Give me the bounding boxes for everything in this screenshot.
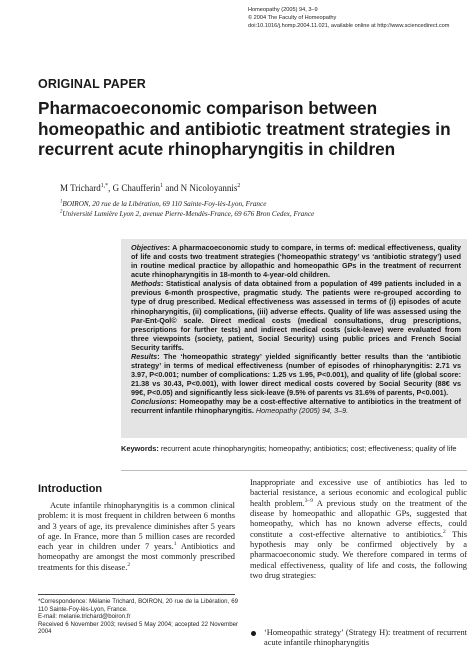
reference-marker[interactable]: 3–9 [304, 497, 313, 504]
abstract-text: : Homeopathy may be a cost-effective alternative to antibiotics in the treatment of recurrent infantile rhinopharyngitis. [131, 397, 461, 416]
body-text: A previous study on the treatment of the disease by homeopathic and allopathic GPs, suggested that homeopathy, which has no known adverse effects, could constitute a cost-effective alternative to antibiotics. [250, 498, 467, 539]
affiliation-line [60, 210, 314, 220]
affiliation-number: 2 [60, 209, 63, 215]
abstract-text: : The ‘homeopathic strategy’ yielded significantly better results than the ‘antibiotic strategy’ in terms of medical effectiveness (number of episodes of rhinopharyngitis: 2.71 vs 3.97, P<0.001; number of complications: 1.25 vs 1.95, P<0.001), and quality of life (global score: 21.38 vs 30.43, P<0.001), with lower direct medical costs covered by Social Security (88€ vs 99€, P<0.05) and significantly less sick-leave (9.5% of parents vs 31.6% of parents, P<0.001). [131, 351, 461, 398]
reference-marker[interactable]: 2 [127, 561, 131, 568]
author-superscript: 2 [237, 183, 241, 189]
introduction-heading: Introduction [38, 483, 103, 495]
abstract-conclusions [131, 397, 461, 415]
author-name: G Chaufferin [112, 183, 161, 193]
email-note[interactable]: E-mail: melanie.trichard@boiron.fr [38, 613, 131, 620]
journal-header [248, 6, 470, 30]
abstract-methods [131, 279, 461, 352]
affiliations [60, 200, 314, 220]
abstract-label: Results [131, 351, 158, 361]
correspondence-note: *Correspondence: Mélanie Trichard, BOIRON, 20 rue de la Libération, 69 110 Sainte-Foy-lès-Lyon, France. [38, 598, 238, 613]
author-superscript: 1 [160, 183, 164, 189]
bullet-text: ‘Homeopathic strategy’ (Strategy H): treatment of recurrent acute infantile rhinopharyngitis [264, 628, 467, 648]
dates-note: Received 6 November 2003; revised 5 May 2004; accepted 22 November 2004 [38, 620, 238, 635]
doi-line[interactable]: doi:10.1016/j.homp.2004.11.021, available online at http://www.sciencedirect.com [248, 23, 450, 29]
author-separator: and [163, 183, 181, 193]
body-text: Acute infantile rhinopharyngitis is a common clinical problem: it is most frequent in children between 6 months and 3 years of age, its prevalence diminishes after 5 years of age. In France, more than 5 million cases are recorded each year in children under 7 years. [38, 501, 235, 552]
reference-marker[interactable]: 2 [443, 528, 446, 535]
bullet-icon [251, 631, 256, 636]
section-label: ORIGINAL PAPER [38, 77, 146, 91]
footnotes [38, 598, 238, 636]
keywords-label: Keywords: [121, 444, 159, 453]
affiliation-text: Université Lumière Lyon 2, avenue Pierre-Mendès-France, 69 676 Bron Cedex, France [62, 209, 315, 218]
reference-marker[interactable]: 1 [173, 541, 177, 548]
abstract-box [121, 239, 467, 438]
body-text: This hypothesis may only be confirmed objectively by a pharmacoeconomic study. We therefore compared in terms of medical effectiveness, quality of life and costs, the following two drug strategies: [250, 529, 467, 581]
body-text: Inappropriate and excessive use of antibiotics has led to bacterial resistance, a serious economic and ecological public health problem. [250, 478, 467, 508]
right-column-text [250, 478, 467, 581]
keywords [121, 444, 467, 455]
affiliation-number: 1 [60, 199, 63, 205]
affiliation-text: BOIRON, 20 rue de la Libération, 69 110 Sainte-Foy-lès-Lyon, France [62, 200, 267, 208]
abstract-label: Methods [131, 279, 161, 289]
abstract-results [131, 352, 461, 397]
journal-citation-line: Homeopathy (2005) 94, 3–9 [248, 7, 318, 13]
abstract-text: : A pharmacoeconomic study to compare, in terms of: medical effectiveness, quality of life and costs two treatment strategies (‘homeopathic strategy’ vs ‘antibiotic strategy’) used in routine medical practice by allopathic and homeopathic GPs in the treatment of recurrent acute rhinopharyngitis in 18-month to 4-year-old children. [131, 243, 461, 280]
body-text: Antibiotics and homeopathy are amongst the most commonly prescribed treatments for this disease. [38, 542, 235, 572]
author-separator: , [108, 183, 113, 193]
author-superscript: 1,* [100, 183, 109, 189]
strategy-bullet-item [250, 628, 467, 649]
abstract-label: Objectives [131, 243, 168, 252]
abstract-text: : Statistical analysis of data obtained from a population of 499 patients included in a previous 6-month prospective, pragmatic study. The patients were re-grouped according to type of drug prescribed. Medical effectiveness was assessed in terms of (i) episodes of acute rhinopharyngitis, (ii) complications, (iii) adverse effects. Quality of life was assessed using the Par-Ent-Qol© scale. Direct medical costs (medical consultations, drug prescriptions, prescriptions for further tests) and indirect medical costs (sick-leave) were evaluated from three viewpoints (society, patient, Social Security) using public prices and French Social Security tariffs. [131, 279, 461, 352]
abstract-label: Conclusions [131, 397, 175, 407]
body-paragraph [250, 478, 467, 581]
footnote-divider [38, 594, 235, 595]
body-paragraph [38, 501, 235, 573]
abstract-objectives [131, 243, 461, 279]
affiliation-line [60, 200, 314, 210]
paper-title: Pharmacoeconomic comparison between homeopathic and antibiotic treatment strategies in recurrent acute rhinopharyngitis in children [38, 98, 451, 159]
keywords-divider [121, 470, 467, 471]
abstract-citation: Homeopathy (2005) 94, 3–9. [255, 406, 349, 416]
author-name: M Trichard [60, 183, 101, 193]
left-column-text [38, 501, 235, 573]
copyright-line: © 2004 The Faculty of Homeopathy [248, 15, 337, 21]
keywords-text: recurrent acute rhinopharyngitis; homeopathy; antibiotics; cost; effectiveness; quality of life [158, 444, 457, 453]
author-name: N Nicoloyannis [180, 183, 238, 193]
author-list [60, 183, 240, 193]
